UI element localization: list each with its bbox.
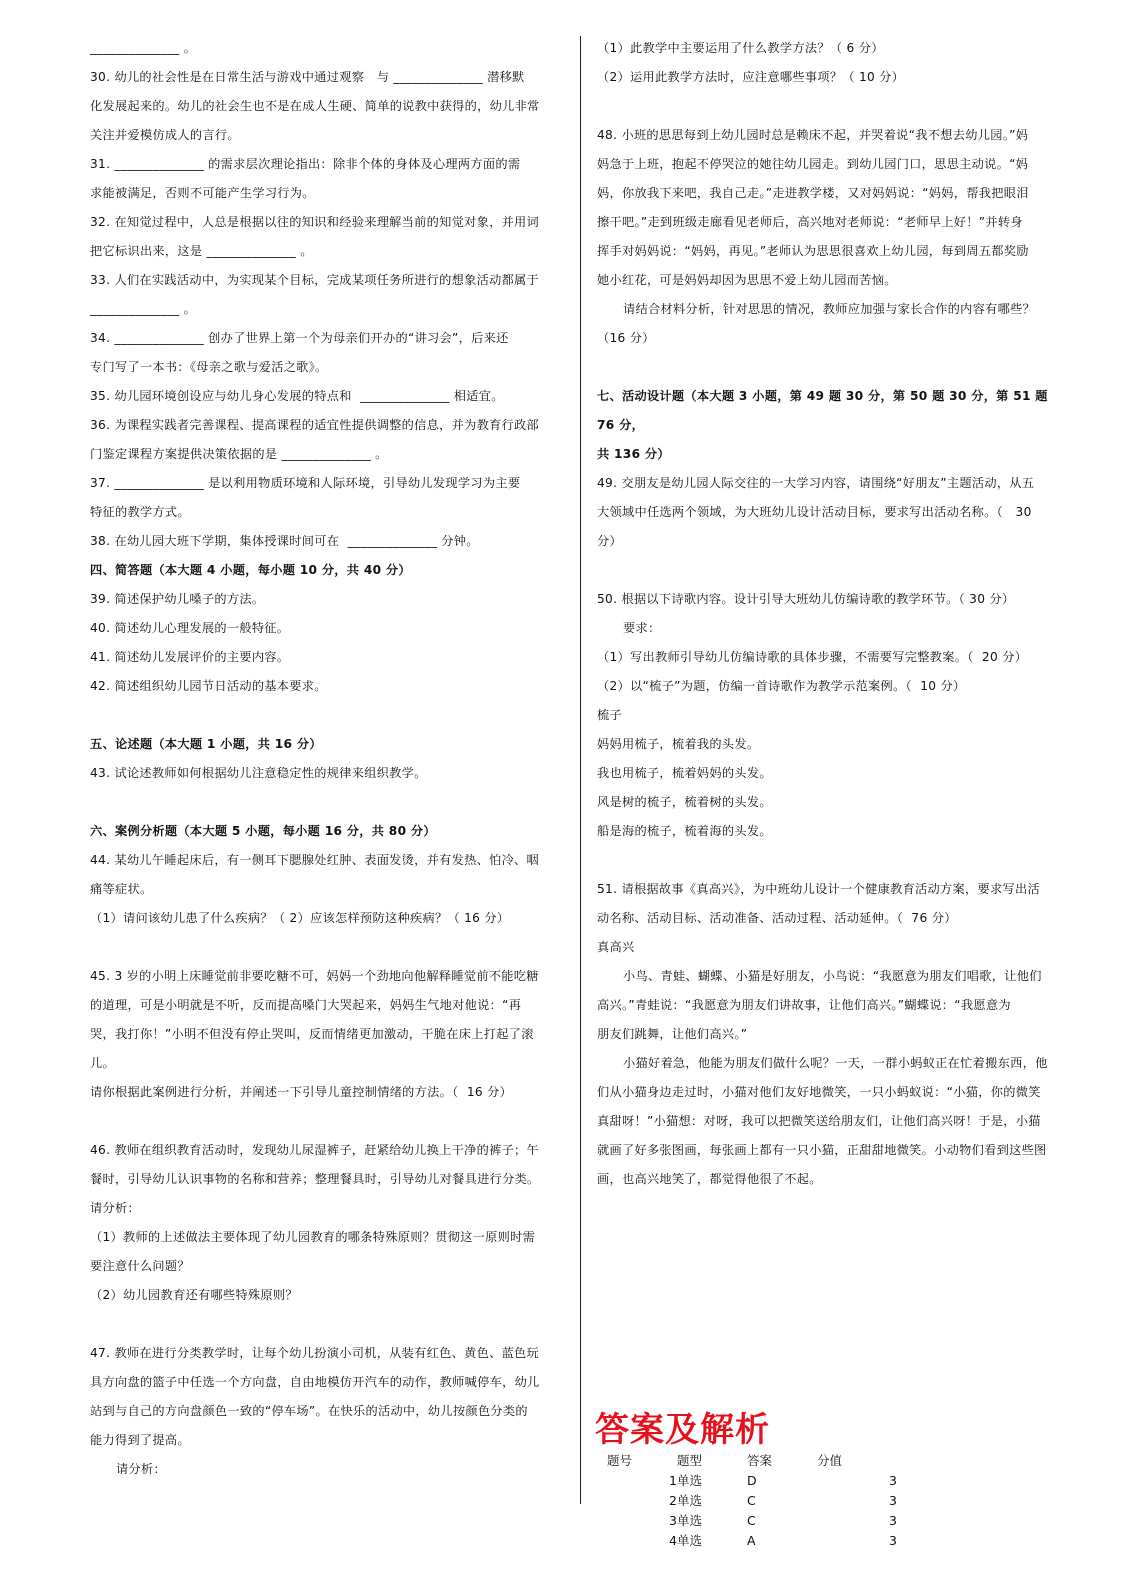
text-line: 40. 简述幼儿心理发展的一般特征。 xyxy=(90,621,290,635)
text-line: 擦干吧。”走到班级走廊看见老师后，高兴地对老师说：“老师早上好！”并转身 xyxy=(597,215,1023,229)
text-line: （16 分） xyxy=(597,331,655,345)
answer-table-header xyxy=(597,1450,897,1470)
header-number: 题号 xyxy=(607,1453,633,1468)
answer-cell-answer: A xyxy=(747,1532,756,1548)
section-heading: 五、论述题（本大题 1 小题，共 16 分） xyxy=(90,737,322,751)
text-line: 42. 简述组织幼儿园节日活动的基本要求。 xyxy=(90,679,327,693)
text-line: （1）教师的上述做法主要体现了幼儿园教育的哪条特殊原则？贯彻这一原则时需 xyxy=(90,1230,536,1244)
answer-cell-score: 3 xyxy=(889,1532,897,1548)
answer-cell-answer: D xyxy=(747,1472,757,1488)
text-line: （2）幼儿园教育还有哪些特殊原则？ xyxy=(90,1288,298,1302)
text-line: 小鸟、青蛙、蝴蝶、小猫是好朋友，小鸟说：“我愿意为朋友们唱歌，让他们 xyxy=(623,969,1042,983)
section-heading: 四、简答题（本大题 4 小题，每小题 10 分，共 40 分） xyxy=(90,563,411,577)
text-line: 31. ______________ 的需求层次理论指出：除非个体的身体及心理两方面的需 xyxy=(90,157,521,171)
text-line: ______________ 。 xyxy=(90,302,197,316)
blank-line xyxy=(90,1107,558,1136)
answer-table xyxy=(597,1450,897,1550)
answer-cell-type: 单选 xyxy=(677,1533,703,1548)
answer-cell-score: 3 xyxy=(889,1492,897,1508)
section-heading: 七、活动设计题（本大题 3 小题，第 49 题 30 分，第 50 题 30 分，第 51 题 76 分， xyxy=(597,389,1053,432)
answer-cell-answer: C xyxy=(747,1492,756,1508)
text-line: 33. 人们在实践活动中，为实现某个目标，完成某项任务所进行的想象活动都属于 xyxy=(90,273,540,287)
text-line: 特征的教学方式。 xyxy=(90,505,190,519)
text-line: 35. 幼儿园环境创设应与幼儿身心发展的特点和 ______________ 相适宜。 xyxy=(90,389,504,403)
blank-line xyxy=(90,933,558,962)
left-column xyxy=(90,34,558,1484)
text-line: 妈，你放我下来吧，我自己走。”走进教学楼，又对妈妈说：“妈妈，帮我把眼泪 xyxy=(597,186,1029,200)
text-line: 47. 教师在进行分类教学时，让每个幼儿扮演小司机，从装有红色、黄色、蓝色玩 xyxy=(90,1346,540,1360)
text-line: 34. ______________ 创办了世界上第一个为母亲们开办的“讲习会”，后来还 xyxy=(90,331,509,345)
answer-cell-no: 4 xyxy=(669,1532,677,1548)
text-line: 41. 简述幼儿发展评价的主要内容。 xyxy=(90,650,290,664)
text-line: 妈急于上班，抱起不停哭泣的她往幼儿园走。到幼儿园门口，思思主动说。“妈 xyxy=(597,157,1029,171)
text-line: 关注并爱模仿成人的言行。 xyxy=(90,128,240,142)
text-line: 请结合材料分析，针对思思的情况，教师应加强与家长合作的内容有哪些？ xyxy=(623,302,1036,316)
text-line: 要求： xyxy=(623,621,661,635)
text-line: 妈妈用梳子，梳着我的头发。 xyxy=(597,737,760,751)
answer-cell-score: 3 xyxy=(889,1512,897,1528)
text-line: ______________ 。 xyxy=(90,41,197,55)
right-column xyxy=(597,34,1067,1550)
text-line: 真甜呀！”小猫想：对呀，我可以把微笑送给朋友们，让他们高兴呀！于是，小猫 xyxy=(597,1114,1041,1128)
text-line: 朋友们跳舞，让他们高兴。” xyxy=(597,1027,748,1041)
text-line: 分） xyxy=(597,534,622,548)
text-line: 门鉴定课程方案提供决策依据的是 ______________ 。 xyxy=(90,447,388,461)
text-line: 挥手对妈妈说：“妈妈，再见。”老师认为思思很喜欢上幼儿园，每到周五都奖励 xyxy=(597,244,1029,258)
text-line: 痛等症状。 xyxy=(90,882,153,896)
text-line: （2）运用此教学方法时，应注意哪些事项？（ 10 分） xyxy=(597,70,905,84)
text-line: 要注意什么问题？ xyxy=(90,1259,190,1273)
answer-cell-type: 单选 xyxy=(677,1513,703,1528)
text-line: 专门写了一本书：《母亲之歌与爱活之歌》。 xyxy=(90,360,328,374)
text-line: 39. 简述保护幼儿嗓子的方法。 xyxy=(90,592,265,606)
text-line: 请分析： xyxy=(116,1462,166,1476)
text-line: 站到与自己的方向盘颜色一致的“停车场”。在快乐的活动中，幼儿按颜色分类的 xyxy=(90,1404,528,1418)
text-line: 37. ______________ 是以利用物质环境和人际环境，引导幼儿发现学习为主要 xyxy=(90,476,521,490)
text-line: 请你根据此案例进行分析，并阐述一下引导儿童控制情绪的方法。（ 16 分） xyxy=(90,1085,513,1099)
blank-line xyxy=(90,1310,558,1339)
text-line: 46. 教师在组织教育活动时，发现幼儿尿湿裤子，赶紧给幼儿换上干净的裤子；午 xyxy=(90,1143,540,1157)
text-line: 化发展起来的。幼儿的社会生也不是在成人生硬、简单的说教中获得的，幼儿非常 xyxy=(90,99,540,113)
answer-cell-type: 单选 xyxy=(677,1473,703,1488)
text-line: 们从小猫身边走过时，小猫对他们友好地微笑，一只小蚂蚁说：“小猫，你的微笑 xyxy=(597,1085,1041,1099)
text-line: 求能被满足，否则不可能产生学习行为。 xyxy=(90,186,315,200)
blank-line xyxy=(597,556,1067,585)
answer-cell-no: 3 xyxy=(669,1512,677,1528)
answer-cell-score: 3 xyxy=(889,1472,897,1488)
text-line: 餐时，引导幼儿认识事物的名称和营养；整理餐具时，引导幼儿对餐具进行分类。 xyxy=(90,1172,540,1186)
text-line: 的道理，可是小明就是不听，反而提高嗓门大哭起来，妈妈生气地对他说：“再 xyxy=(90,998,522,1012)
blank-line xyxy=(597,92,1067,121)
text-line: （1）此教学中主要运用了什么教学方法？（ 6 分） xyxy=(597,41,884,55)
text-line: 43. 试论述教师如何根据幼儿注意稳定性的规律来组织教学。 xyxy=(90,766,427,780)
text-line: 大领域中任选两个领域，为大班幼儿设计活动目标，要求写出活动名称。（ 30 xyxy=(597,505,1032,519)
text-line: 动名称、活动目标、活动准备、活动过程、活动延伸。（ 76 分） xyxy=(597,911,957,925)
text-line: 儿。 xyxy=(90,1056,115,1070)
text-line: 她小红花，可是妈妈却因为思思不爱上幼儿园而苦恼。 xyxy=(597,273,897,287)
table-row xyxy=(597,1490,897,1510)
text-line: 具方向盘的篮子中任选一个方向盘，自由地模仿开汽车的动作，教师喊停车，幼儿 xyxy=(90,1375,540,1389)
text-line: 风是树的梳子，梳着树的头发。 xyxy=(597,795,772,809)
right-text-block xyxy=(597,34,1067,1194)
text-line: 51. 请根据故事《真高兴》，为中班幼儿设计一个健康教育活动方案，要求写出活 xyxy=(597,882,1040,896)
section-heading: 共 136 分） xyxy=(597,447,670,461)
text-line: （1）请问该幼儿患了什么疾病？（ 2）应该怎样预防这种疾病？（ 16 分） xyxy=(90,911,510,925)
answer-cell-no: 2 xyxy=(669,1492,677,1508)
blank-line xyxy=(597,846,1067,875)
text-line: 就画了好多张图画，每张画上都有一只小猫，正甜甜地微笑。小动物们看到这些图 xyxy=(597,1143,1047,1157)
text-line: 44. 某幼儿午睡起床后，有一侧耳下腮腺处红肿、表面发烫，并有发热、怕冷、咽 xyxy=(90,853,540,867)
text-line: 48. 小班的思思每到上幼儿园时总是赖床不起，并哭着说“我不想去幼儿园。”妈 xyxy=(597,128,1029,142)
text-line: 请分析： xyxy=(90,1201,140,1215)
text-line: 32. 在知觉过程中，人总是根据以往的知识和经验来理解当前的知觉对象，并用词 xyxy=(90,215,540,229)
text-line: 30. 幼儿的社会性是在日常生活与游戏中通过观察 与 ______________ 潜移默 xyxy=(90,70,525,84)
text-line: （1）写出教师引导幼儿仿编诗歌的具体步骤，不需要写完整教案。（ 20 分） xyxy=(597,650,1028,664)
text-line: 能力得到了提高。 xyxy=(90,1433,190,1447)
answer-cell-no: 1 xyxy=(669,1472,677,1488)
text-line: 真高兴 xyxy=(597,940,635,954)
blank-line xyxy=(90,701,558,730)
header-score: 分值 xyxy=(817,1453,843,1468)
text-line: 50. 根据以下诗歌内容。设计引导大班幼儿仿编诗歌的教学环节。（ 30 分） xyxy=(597,592,1015,606)
text-line: 45. 3 岁的小明上床睡觉前非要吃糖不可，妈妈一个劲地向他解释睡觉前不能吃糖 xyxy=(90,969,539,983)
text-line: 把它标识出来，这是 ______________ 。 xyxy=(90,244,313,258)
text-line: 船是海的梳子，梳着海的头发。 xyxy=(597,824,772,838)
text-line: 49. 交朋友是幼儿园人际交往的一大学习内容，请围绕“好朋友”主题活动，从五 xyxy=(597,476,1035,490)
header-type: 题型 xyxy=(677,1453,703,1468)
text-line: （2）以“梳子”为题，仿编一首诗歌作为教学示范案例。（ 10 分） xyxy=(597,679,966,693)
text-line: 哭，我打你！”小明不但没有停止哭叫，反而情绪更加激动，干脆在床上打起了滚 xyxy=(90,1027,534,1041)
text-line: 我也用梳子，梳着妈妈的头发。 xyxy=(597,766,772,780)
blank-line xyxy=(597,353,1067,382)
text-line: 画，也高兴地笑了，都觉得他很了不起。 xyxy=(597,1172,822,1186)
text-line: 梳子 xyxy=(597,708,622,722)
blank-line xyxy=(90,788,558,817)
table-row xyxy=(597,1470,897,1490)
answer-cell-answer: C xyxy=(747,1512,756,1528)
column-divider xyxy=(580,36,581,1504)
table-row xyxy=(597,1510,897,1530)
table-row xyxy=(597,1530,897,1550)
text-line: 小猫好着急，他能为朋友们做什么呢？一天，一群小蚂蚁正在忙着搬东西，他 xyxy=(623,1056,1048,1070)
section-heading: 六、案例分析题（本大题 5 小题，每小题 16 分，共 80 分） xyxy=(90,824,436,838)
answers-title: 答案及解析 xyxy=(595,1410,770,1450)
text-line: 高兴。”青蛙说：“我愿意为朋友们讲故事，让他们高兴。”蝴蝶说：“我愿意为 xyxy=(597,998,1011,1012)
header-answer: 答案 xyxy=(747,1453,773,1468)
answer-cell-type: 单选 xyxy=(677,1493,703,1508)
text-line: 36. 为课程实践者完善课程、提高课程的适宜性提供调整的信息，并为教育行政部 xyxy=(90,418,540,432)
text-line: 38. 在幼儿园大班下学期，集体授课时间可在 ______________ 分钟。 xyxy=(90,534,479,548)
